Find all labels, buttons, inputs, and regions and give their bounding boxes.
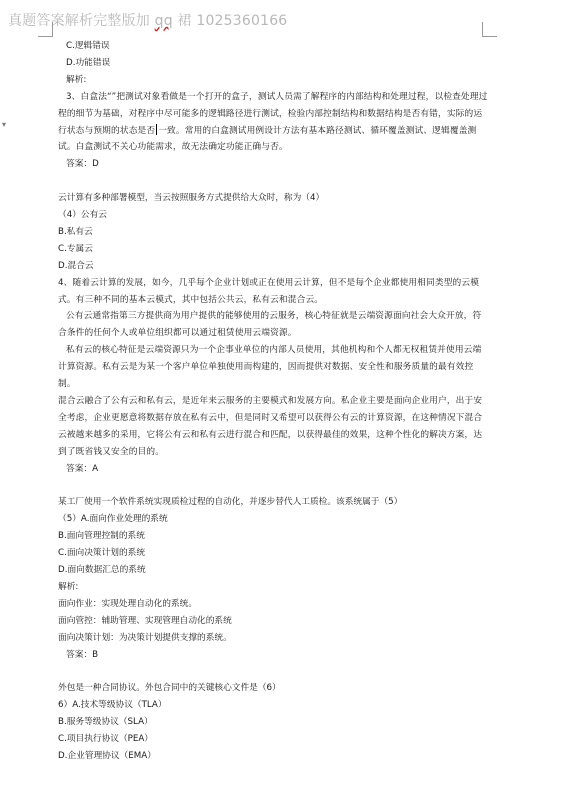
question-stem: 云计算有多种部署模型，当云按照服务方式提供给大众时，称为（4） [58, 193, 325, 204]
analysis-label: 解析: [66, 74, 87, 85]
option-d: D.企业管理协议（EMA） [58, 751, 156, 762]
analysis-label: 解析: [58, 581, 79, 592]
analysis-text-b: 一致。常用的白盒测试用例设计方法有基本路径测试、循环覆盖测试、逻辑覆盖测试。白盒测试不关心功能需求，故无法确定功能正确与否。 [58, 125, 477, 153]
option-c: C.面向决策计划的系统 [58, 548, 146, 559]
option-c: C.项目执行协议（PEA） [58, 734, 153, 745]
option-b: B.私有云 [58, 226, 93, 237]
option-b: B.服务等级协议（SLA） [58, 717, 153, 728]
analysis-paragraph: 4、随着云计算的发展，如今，几乎每个企业计划或正在使用云计算，但不是每个企业都使用相同类型的云模式。有三种不同的基本云模式，其中包括公共云，私有云和混合云。 [58, 277, 480, 305]
analysis-paragraph [58, 89, 490, 157]
option-a: （4）公有云 [58, 210, 107, 221]
analysis-paragraph: 混合云融合了公有云和私有云，是近年来云服务的主要模式和发展方向。私企业主要是面向企业用户，出于安全考虑，企业更愿意将数据存放在私有云中，但是同时又希望可以获得公有云的计算资源，在这种情况下混合云被越来越多的采用，它将公有云和私有云进行混合和匹配，以获得最佳的效果，这种个性化的解决方案，达到了既省钱又安全的目的。 [58, 396, 483, 457]
watermark-before: 真题答案解析完整版加 [8, 13, 155, 29]
watermark-qq: qq [154, 13, 173, 29]
option-b: B.面向管理控制的系统 [58, 531, 145, 542]
option-d: D.混合云 [58, 260, 94, 271]
page-corner-mark-left [38, 22, 53, 37]
answer: 答案：B [66, 649, 99, 660]
analysis-paragraph: 私有云的核心特征是云端资源只为一个企事业单位的内部人员使用，其他机构和个人都无权租赁并使用云端计算资源。私有云是为某一个客户单位单独使用而构建的，因而提供对数据、安全性和服务质量的最有效控制。 [58, 345, 482, 390]
option-c: C.专属云 [58, 243, 93, 254]
analysis-line: 面向管控：辅助管理、实现管理自动化的系统 [58, 615, 232, 626]
question-stem: 某工厂使用一个软件系统实现质检过程的自动化，并逐步替代人工质检。该系统属于（5） [58, 497, 403, 508]
watermark-after: 裙 1025360166 [172, 13, 288, 29]
analysis-line: 面向决策计划：为决策计划提供支撑的系统。 [58, 632, 232, 643]
page-corner-mark-right [482, 22, 497, 37]
option-a: （5）A.面向作业处理的系统 [58, 514, 168, 525]
option-d: D.功能错误 [66, 57, 111, 68]
option-d: D.面向数据汇总的系统 [58, 565, 146, 576]
margin-arrow-icon: ▾ [2, 120, 7, 129]
analysis-line: 面向作业：实现处理自动化的系统。 [58, 598, 197, 609]
document-body [58, 38, 490, 765]
option-c: C.逻辑错误 [66, 41, 110, 51]
question-stem: 外包是一种合同协议。外包合同中的关键核心文件是（6） [58, 683, 281, 694]
analysis-paragraph: 公有云通常指第三方提供商为用户提供的能够使用的云服务，核心特征就是云端资源面向社会大众开放，符合条件的任何个人或单位组织都可以通过租赁使用云端资源。 [58, 311, 482, 339]
option-a: 6）A.技术等级协议（TLA） [58, 700, 167, 711]
answer: 答案：D [66, 159, 99, 170]
answer: 答案：A [66, 463, 99, 474]
analysis-text-a: 3、白盒法“”把测试对象看做是一个打开的盒子，测试人员需了解程序的内部结构和处理过程，以检查处理过程的细节为基础，对程序中尽可能多的逻辑路径进行测试，检验内部控制结构和数据结构是否有错，实际的运行状态与预期的状态是否 [58, 91, 488, 136]
